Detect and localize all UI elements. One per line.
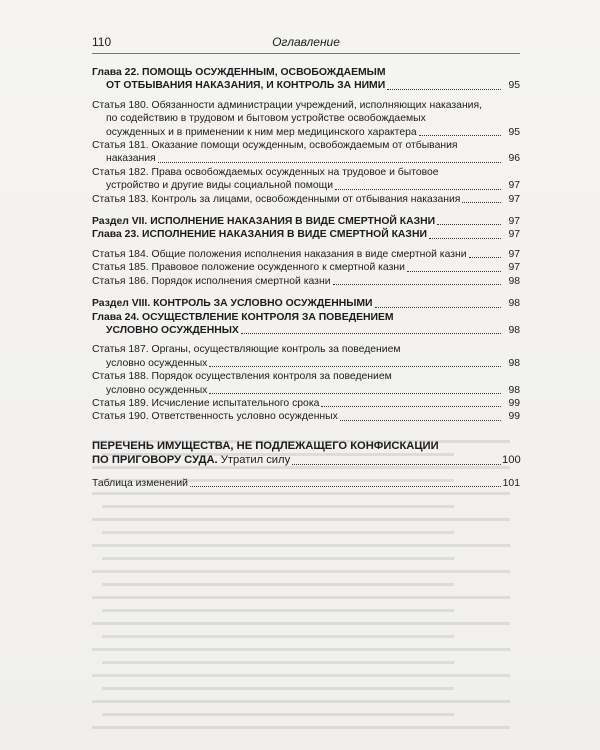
- toc-entry-article-185[interactable]: Статья 185. Правовое положение осужденного к смертной казни 97: [92, 262, 520, 274]
- page-ref: 97: [508, 229, 520, 241]
- toc-entry-chapter-22[interactable]: Глава 22. ПОМОЩЬ ОСУЖДЕННЫМ, ОСВОБОЖДАЕМЫМ ОТ ОТБЫВАНИЯ НАКАЗАНИЯ, И КОНТРОЛЬ ЗА НИМИ 95: [92, 67, 520, 92]
- page-ref: 97: [508, 262, 520, 274]
- page-ref: 97: [508, 180, 520, 192]
- leader-dots: [335, 189, 501, 190]
- page-ref: 99: [508, 411, 520, 423]
- page-number: 110: [92, 35, 112, 49]
- page-ref: 95: [508, 126, 520, 138]
- toc-entry-section-8[interactable]: Раздел VIII. КОНТРОЛЬ ЗА УСЛОВНО ОСУЖДЕННЫМИ 98: [92, 298, 520, 310]
- toc-entry-article-186[interactable]: Статья 186. Порядок исполнения смертной казни 98: [92, 275, 520, 287]
- page-ref: 97: [508, 248, 520, 260]
- leader-dots: [209, 366, 501, 367]
- page-ref: 101: [502, 477, 520, 489]
- page-ref: 98: [508, 384, 520, 396]
- header-title: Оглавление: [272, 35, 340, 49]
- toc-entry-article-180[interactable]: Статья 180. Обязанности администрации учреждений, исполняющих наказания, по содействию в трудовом и бытовом устройстве освобождаемых осужденных и в применении к ним мер медицинского характера 95: [92, 99, 520, 138]
- page-ref: 100: [502, 454, 521, 467]
- page-ref: 97: [508, 216, 520, 228]
- toc-entry-article-183[interactable]: Статья 183. Контроль за лицами, освобожденными от отбывания наказания 97: [92, 193, 520, 205]
- leader-dots: [209, 393, 501, 394]
- leader-dots: [321, 406, 501, 407]
- leader-dots: [190, 486, 501, 487]
- leader-dots: [429, 238, 501, 239]
- page-ref: 99: [508, 397, 520, 409]
- toc-entry-article-182[interactable]: Статья 182. Права освобождаемых осужденных на трудовое и бытовое устройство и другие виды социальной помощи 97: [92, 166, 520, 192]
- toc-entry-article-184[interactable]: Статья 184. Общие положения исполнения наказания в виде смертной казни 97: [92, 248, 520, 260]
- running-header: [92, 37, 520, 54]
- page-ref: 95: [508, 80, 520, 92]
- toc-entry-changes-table[interactable]: Таблица изменений 101: [92, 477, 520, 489]
- leader-dots: [419, 135, 501, 136]
- page-ref: 98: [508, 357, 520, 369]
- leader-dots: [375, 307, 501, 308]
- leader-dots: [158, 162, 501, 163]
- leader-dots: [462, 202, 501, 203]
- toc-entry-chapter-24[interactable]: Глава 24. ОСУЩЕСТВЛЕНИЕ КОНТРОЛЯ ЗА ПОВЕДЕНИЕМ УСЛОВНО ОСУЖДЕННЫХ 98: [92, 311, 520, 336]
- repealed-note: Утратил силу: [217, 454, 291, 467]
- toc-entry-article-181[interactable]: Статья 181. Оказание помощи осужденным, освобождаемым от отбывания наказания 96: [92, 140, 520, 165]
- page-ref: 98: [508, 324, 520, 336]
- toc-entry-article-188[interactable]: Статья 188. Порядок осуществления контроля за поведением условно осужденных 98: [92, 371, 520, 396]
- page-ref: 98: [508, 298, 520, 310]
- leader-dots: [387, 89, 501, 90]
- toc-entry-chapter-23[interactable]: Глава 23. ИСПОЛНЕНИЕ НАКАЗАНИЯ В ВИДЕ СМЕРТНОЙ КАЗНИ 97: [92, 229, 520, 241]
- leader-dots: [407, 271, 501, 272]
- leader-dots: [469, 257, 501, 258]
- leader-dots: [437, 224, 501, 225]
- toc-entry-article-187[interactable]: Статья 187. Органы, осуществляющие контроль за поведением условно осужденных 98: [92, 344, 520, 369]
- toc-entry-property-list[interactable]: ПЕРЕЧЕНЬ ИМУЩЕСТВА, НЕ ПОДЛЕЖАЩЕГО КОНФИСКАЦИИ ПО ПРИГОВОРУ СУДА. Утратил силу 100: [92, 439, 521, 467]
- leader-dots: [292, 464, 501, 465]
- leader-dots: [340, 420, 501, 421]
- page-ref: 97: [508, 193, 520, 205]
- toc-entry-article-190[interactable]: Статья 190. Ответственность условно осужденных 99: [92, 411, 520, 423]
- page-ref: 98: [508, 275, 520, 287]
- toc-entry-section-7[interactable]: Раздел VII. ИСПОЛНЕНИЕ НАКАЗАНИЯ В ВИДЕ СМЕРТНОЙ КАЗНИ 97: [92, 216, 520, 228]
- toc-entry-article-189[interactable]: Статья 189. Исчисление испытательного срока 99: [92, 397, 520, 409]
- table-of-contents: [92, 66, 520, 490]
- leader-dots: [241, 333, 501, 334]
- leader-dots: [333, 284, 502, 285]
- page-ref: 96: [508, 153, 520, 165]
